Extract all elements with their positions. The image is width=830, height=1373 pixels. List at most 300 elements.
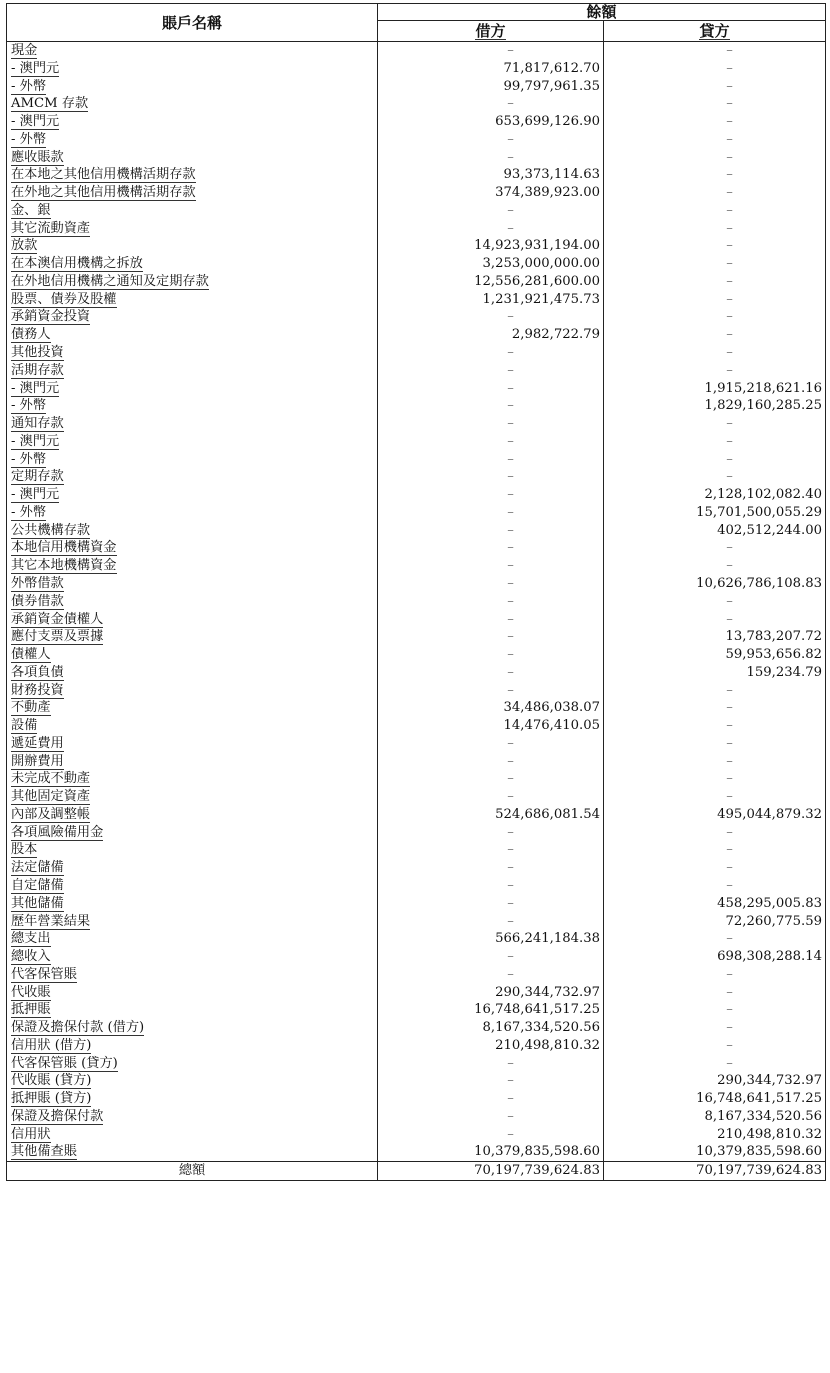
table-row xyxy=(7,770,825,788)
credit-cell: – xyxy=(726,718,733,734)
table-row xyxy=(7,1055,825,1073)
account-name-cell xyxy=(7,451,378,469)
credit-cell: – xyxy=(726,256,733,272)
balance-header: 餘額 xyxy=(378,4,825,21)
debit-cell: 12,556,281,600.00 xyxy=(378,273,604,291)
account-name: 在外地信用機構之通知及定期存款 xyxy=(11,273,209,289)
balance-subheaders xyxy=(378,21,825,41)
credit-cell: – xyxy=(726,966,733,982)
account-name: 代客保管賬 (貸方) xyxy=(11,1055,118,1071)
credit-cell: – xyxy=(726,114,733,130)
credit-cell: – xyxy=(726,362,733,378)
debit-cell: 566,241,184.38 xyxy=(378,930,604,948)
debit-cell: – xyxy=(378,1055,604,1073)
account-name: 自定儲備 xyxy=(11,877,64,893)
account-name-cell xyxy=(7,273,378,291)
credit-cell: – xyxy=(726,167,733,183)
credit-cell: – xyxy=(726,735,733,751)
credit-cell: – xyxy=(726,327,733,343)
debit-cell: – xyxy=(378,611,604,629)
account-name: 代收賬 (貸方) xyxy=(11,1073,92,1089)
account-name-header: 賬戶名稱 xyxy=(7,4,378,41)
credit-cell: – xyxy=(726,771,733,787)
credit-cell: 16,748,641,517.25 xyxy=(696,1091,822,1107)
table-row xyxy=(7,895,825,913)
credit-cell: – xyxy=(726,611,733,627)
account-name-cell xyxy=(7,166,378,184)
table-row xyxy=(7,273,825,291)
account-name: 活期存款 xyxy=(11,362,64,378)
account-name-cell xyxy=(7,717,378,735)
account-name-cell xyxy=(7,593,378,611)
debit-cell: 93,373,114.63 xyxy=(378,166,604,184)
table-row xyxy=(7,362,825,380)
table-row xyxy=(7,1143,825,1161)
account-name-cell xyxy=(7,788,378,806)
credit-cell: – xyxy=(726,273,733,289)
debit-cell: – xyxy=(378,1090,604,1108)
table-row xyxy=(7,291,825,309)
account-name: 抵押賬 (貸方) xyxy=(11,1091,92,1107)
debit-cell: 99,797,961.35 xyxy=(378,78,604,96)
debit-cell: – xyxy=(378,149,604,167)
account-name: 其它流動資產 xyxy=(11,220,91,236)
credit-cell: – xyxy=(726,753,733,769)
debit-cell: – xyxy=(378,1072,604,1090)
debit-cell: – xyxy=(378,539,604,557)
debit-cell: – xyxy=(378,770,604,788)
account-name-cell xyxy=(7,575,378,593)
table-row xyxy=(7,699,825,717)
account-name: 公共機構存款 xyxy=(11,522,91,538)
credit-cell: 1,829,160,285.25 xyxy=(704,398,822,414)
account-name-cell xyxy=(7,326,378,344)
account-name-cell xyxy=(7,877,378,895)
table-row xyxy=(7,913,825,931)
account-name-cell xyxy=(7,344,378,362)
account-name: - 外幣 xyxy=(11,398,47,414)
debit-cell: – xyxy=(378,841,604,859)
account-name: 在本地之其他信用機構活期存款 xyxy=(11,167,196,183)
total-debit: 70,197,739,624.83 xyxy=(378,1162,604,1180)
credit-cell: – xyxy=(726,202,733,218)
account-name: 未完成不動產 xyxy=(11,771,91,787)
account-name: 在本澳信用機構之拆放 xyxy=(11,256,143,272)
debit-cell: 8,167,334,520.56 xyxy=(378,1019,604,1037)
table-row xyxy=(7,326,825,344)
account-name: 信用狀 (借方) xyxy=(11,1037,92,1053)
account-name: 應收賬款 xyxy=(11,149,64,165)
table-row xyxy=(7,557,825,575)
account-name-cell xyxy=(7,184,378,202)
table-row xyxy=(7,788,825,806)
credit-cell: – xyxy=(726,60,733,76)
account-name: 其他儲備 xyxy=(11,895,64,911)
account-name: 總支出 xyxy=(11,931,51,947)
debit-cell: – xyxy=(378,380,604,398)
debit-cell: – xyxy=(378,220,604,238)
credit-cell: 10,379,835,598.60 xyxy=(696,1144,822,1160)
account-name-cell xyxy=(7,984,378,1002)
credit-cell: – xyxy=(726,220,733,236)
account-name: 信用狀 xyxy=(11,1126,51,1142)
table-row xyxy=(7,308,825,326)
debit-cell: – xyxy=(378,397,604,415)
debit-cell: – xyxy=(378,362,604,380)
account-name-cell xyxy=(7,1143,378,1161)
debit-cell: – xyxy=(378,95,604,113)
credit-cell: 10,626,786,108.83 xyxy=(696,575,822,591)
debit-cell: – xyxy=(378,1108,604,1126)
account-name-cell xyxy=(7,557,378,575)
debit-cell: 16,748,641,517.25 xyxy=(378,1001,604,1019)
credit-cell: 2,128,102,082.40 xyxy=(704,487,822,503)
debit-cell: – xyxy=(378,628,604,646)
credit-cell: – xyxy=(726,309,733,325)
account-name-cell xyxy=(7,95,378,113)
account-name: 債務人 xyxy=(11,327,51,343)
total-row xyxy=(7,1161,825,1180)
account-name: 承銷資金投資 xyxy=(11,309,91,325)
account-name-cell xyxy=(7,1108,378,1126)
credit-cell: – xyxy=(726,96,733,112)
credit-cell: – xyxy=(726,593,733,609)
account-name: - 澳門元 xyxy=(11,433,60,449)
credit-cell: – xyxy=(726,860,733,876)
table-row xyxy=(7,841,825,859)
debit-header-cell xyxy=(378,21,604,41)
table-row xyxy=(7,1037,825,1055)
account-name-cell xyxy=(7,948,378,966)
debit-cell: – xyxy=(378,575,604,593)
account-name: 保證及擔保付款 xyxy=(11,1108,104,1124)
credit-cell: 402,512,244.00 xyxy=(717,522,822,538)
table-row xyxy=(7,237,825,255)
account-name-cell xyxy=(7,806,378,824)
credit-cell: – xyxy=(726,238,733,254)
account-name-cell xyxy=(7,220,378,238)
table-row xyxy=(7,131,825,149)
account-name-cell xyxy=(7,1090,378,1108)
account-name-cell xyxy=(7,433,378,451)
account-name-cell xyxy=(7,539,378,557)
table-row xyxy=(7,78,825,96)
debit-cell: – xyxy=(378,593,604,611)
credit-header: 貸方 xyxy=(699,22,730,40)
table-row xyxy=(7,468,825,486)
table-row xyxy=(7,220,825,238)
account-name-cell xyxy=(7,202,378,220)
table-row xyxy=(7,1019,825,1037)
account-name: 股本 xyxy=(11,842,38,858)
debit-cell: – xyxy=(378,824,604,842)
account-name-cell xyxy=(7,895,378,913)
table-row xyxy=(7,646,825,664)
account-name-cell xyxy=(7,699,378,717)
table-row xyxy=(7,717,825,735)
account-name-cell xyxy=(7,1055,378,1073)
account-name-cell xyxy=(7,966,378,984)
trial-balance-table xyxy=(6,3,826,1181)
debit-cell: – xyxy=(378,877,604,895)
debit-cell: – xyxy=(378,859,604,877)
debit-cell: – xyxy=(378,1126,604,1144)
debit-cell: – xyxy=(378,308,604,326)
table-row xyxy=(7,753,825,771)
credit-cell: – xyxy=(726,1002,733,1018)
credit-cell: 210,498,810.32 xyxy=(717,1126,822,1142)
balance-header-group xyxy=(378,4,825,41)
account-name: 各項風險備用金 xyxy=(11,824,104,840)
table-row xyxy=(7,184,825,202)
account-name: 開辦費用 xyxy=(11,753,64,769)
account-name: - 外幣 xyxy=(11,504,47,520)
account-name-cell xyxy=(7,42,378,60)
table-row xyxy=(7,149,825,167)
account-name-cell xyxy=(7,504,378,522)
debit-cell: – xyxy=(378,895,604,913)
table-row xyxy=(7,806,825,824)
credit-cell: – xyxy=(726,984,733,1000)
credit-cell: 1,915,218,621.16 xyxy=(704,380,822,396)
debit-cell: – xyxy=(378,966,604,984)
debit-cell: 71,817,612.70 xyxy=(378,60,604,78)
account-name-cell xyxy=(7,131,378,149)
credit-cell: – xyxy=(726,345,733,361)
account-name: 其它本地機構資金 xyxy=(11,558,117,574)
debit-cell: 1,231,921,475.73 xyxy=(378,291,604,309)
table-row xyxy=(7,1108,825,1126)
debit-cell: 210,498,810.32 xyxy=(378,1037,604,1055)
credit-cell: – xyxy=(726,1037,733,1053)
debit-cell: 10,379,835,598.60 xyxy=(378,1143,604,1161)
account-name: 外幣借款 xyxy=(11,575,64,591)
debit-cell: 14,923,931,194.00 xyxy=(378,237,604,255)
credit-cell: – xyxy=(726,291,733,307)
account-name-cell xyxy=(7,646,378,664)
account-name: - 外幣 xyxy=(11,131,47,147)
debit-cell: – xyxy=(378,557,604,575)
table-body xyxy=(7,42,825,1161)
credit-cell: – xyxy=(726,682,733,698)
table-row xyxy=(7,682,825,700)
credit-cell: – xyxy=(726,131,733,147)
debit-cell: – xyxy=(378,522,604,540)
table-row xyxy=(7,486,825,504)
account-name: 總收入 xyxy=(11,949,51,965)
account-name-cell xyxy=(7,255,378,273)
table-row xyxy=(7,735,825,753)
debit-cell: – xyxy=(378,948,604,966)
table-row xyxy=(7,966,825,984)
credit-cell: – xyxy=(726,416,733,432)
account-name-cell xyxy=(7,308,378,326)
table-row xyxy=(7,60,825,78)
debit-cell: – xyxy=(378,486,604,504)
account-name-cell xyxy=(7,824,378,842)
table-row xyxy=(7,380,825,398)
account-name: 通知存款 xyxy=(11,416,64,432)
total-label: 總額 xyxy=(7,1162,378,1180)
account-name: 法定儲備 xyxy=(11,860,64,876)
table-header xyxy=(7,4,825,42)
credit-cell: 290,344,732.97 xyxy=(717,1073,822,1089)
account-name-cell xyxy=(7,291,378,309)
debit-cell: 290,344,732.97 xyxy=(378,984,604,1002)
credit-cell: 72,260,775.59 xyxy=(725,913,822,929)
credit-cell: 59,953,656.82 xyxy=(725,647,822,663)
table-row xyxy=(7,433,825,451)
credit-cell: 15,701,500,055.29 xyxy=(696,504,822,520)
account-name-cell xyxy=(7,1019,378,1037)
debit-cell: – xyxy=(378,735,604,753)
account-name-cell xyxy=(7,60,378,78)
debit-cell: – xyxy=(378,468,604,486)
credit-cell: – xyxy=(726,185,733,201)
credit-cell: – xyxy=(726,789,733,805)
credit-cell: – xyxy=(726,1055,733,1071)
account-name: 定期存款 xyxy=(11,469,64,485)
account-name: 放款 xyxy=(11,238,38,254)
account-name: 內部及調整帳 xyxy=(11,806,91,822)
credit-cell: 13,783,207.72 xyxy=(725,629,822,645)
account-name: 債權人 xyxy=(11,647,51,663)
debit-cell: – xyxy=(378,451,604,469)
table-row xyxy=(7,664,825,682)
account-name: 應付支票及票據 xyxy=(11,629,104,645)
credit-cell: – xyxy=(726,43,733,58)
account-name: - 澳門元 xyxy=(11,114,60,130)
table-row xyxy=(7,344,825,362)
account-name: 保證及擔保付款 (借方) xyxy=(11,1020,145,1036)
debit-cell: 2,982,722.79 xyxy=(378,326,604,344)
account-name: 其他備查賬 xyxy=(11,1144,77,1160)
account-name: 本地信用機構資金 xyxy=(11,540,117,556)
account-name: - 澳門元 xyxy=(11,380,60,396)
table-row xyxy=(7,611,825,629)
account-name-cell xyxy=(7,930,378,948)
account-name-cell xyxy=(7,78,378,96)
credit-cell: – xyxy=(726,78,733,94)
table-row xyxy=(7,1001,825,1019)
credit-cell: – xyxy=(726,149,733,165)
debit-cell: 14,476,410.05 xyxy=(378,717,604,735)
credit-cell: – xyxy=(726,558,733,574)
debit-cell: 374,389,923.00 xyxy=(378,184,604,202)
credit-header-cell xyxy=(604,21,825,41)
account-name-cell xyxy=(7,1037,378,1055)
credit-cell: 8,167,334,520.56 xyxy=(704,1108,822,1124)
account-name: 各項負債 xyxy=(11,664,64,680)
table-row xyxy=(7,575,825,593)
table-row xyxy=(7,539,825,557)
debit-cell: – xyxy=(378,433,604,451)
credit-cell: – xyxy=(726,433,733,449)
table-row xyxy=(7,202,825,220)
table-row xyxy=(7,930,825,948)
debit-cell: – xyxy=(378,753,604,771)
debit-cell: – xyxy=(378,131,604,149)
account-name-cell xyxy=(7,237,378,255)
credit-cell: – xyxy=(726,700,733,716)
account-name: 設備 xyxy=(11,718,38,734)
account-name-cell xyxy=(7,522,378,540)
table-row xyxy=(7,628,825,646)
account-name: 不動產 xyxy=(11,700,51,716)
account-name-cell xyxy=(7,1126,378,1144)
credit-cell: – xyxy=(726,931,733,947)
credit-cell: 698,308,288.14 xyxy=(717,949,822,965)
account-name-cell xyxy=(7,486,378,504)
table-row xyxy=(7,397,825,415)
credit-cell: – xyxy=(726,451,733,467)
account-name: 承銷資金債權人 xyxy=(11,611,104,627)
account-name: - 外幣 xyxy=(11,78,47,94)
account-name-cell xyxy=(7,415,378,433)
account-name: AMCM 存款 xyxy=(11,96,89,112)
account-name-cell xyxy=(7,468,378,486)
account-name: - 外幣 xyxy=(11,451,47,467)
debit-cell: – xyxy=(378,913,604,931)
debit-cell: – xyxy=(378,202,604,220)
account-name-cell xyxy=(7,1001,378,1019)
account-name-cell xyxy=(7,753,378,771)
account-name-cell xyxy=(7,682,378,700)
table-row xyxy=(7,451,825,469)
account-name: 其他固定資產 xyxy=(11,789,91,805)
credit-cell: – xyxy=(726,469,733,485)
account-name-cell xyxy=(7,397,378,415)
account-name-cell xyxy=(7,859,378,877)
table-row xyxy=(7,113,825,131)
account-name: 抵押賬 xyxy=(11,1002,51,1018)
credit-cell: – xyxy=(726,824,733,840)
table-row xyxy=(7,42,825,60)
table-row xyxy=(7,1090,825,1108)
account-name: 債券借款 xyxy=(11,593,64,609)
account-name-cell xyxy=(7,1072,378,1090)
account-name: 財務投資 xyxy=(11,682,64,698)
credit-cell: – xyxy=(726,842,733,858)
debit-cell: – xyxy=(378,788,604,806)
table-row xyxy=(7,415,825,433)
table-row xyxy=(7,593,825,611)
account-name-cell xyxy=(7,113,378,131)
account-name-cell xyxy=(7,770,378,788)
account-name: 遞延費用 xyxy=(11,735,64,751)
debit-cell: 3,253,000,000.00 xyxy=(378,255,604,273)
account-name-cell xyxy=(7,841,378,859)
table-row xyxy=(7,984,825,1002)
table-row xyxy=(7,1072,825,1090)
account-name-cell xyxy=(7,362,378,380)
debit-cell: – xyxy=(378,344,604,362)
table-row xyxy=(7,1126,825,1144)
credit-cell: – xyxy=(726,540,733,556)
account-name-cell xyxy=(7,380,378,398)
table-row xyxy=(7,877,825,895)
account-name-cell xyxy=(7,913,378,931)
debit-cell: 524,686,081.54 xyxy=(378,806,604,824)
account-name-cell xyxy=(7,628,378,646)
debit-cell: 653,699,126.90 xyxy=(378,113,604,131)
account-name: 其他投資 xyxy=(11,345,64,361)
table-row xyxy=(7,948,825,966)
credit-cell: 159,234.79 xyxy=(746,664,822,680)
debit-cell: – xyxy=(378,664,604,682)
debit-cell: – xyxy=(378,42,604,60)
account-name: 在外地之其他信用機構活期存款 xyxy=(11,185,196,201)
